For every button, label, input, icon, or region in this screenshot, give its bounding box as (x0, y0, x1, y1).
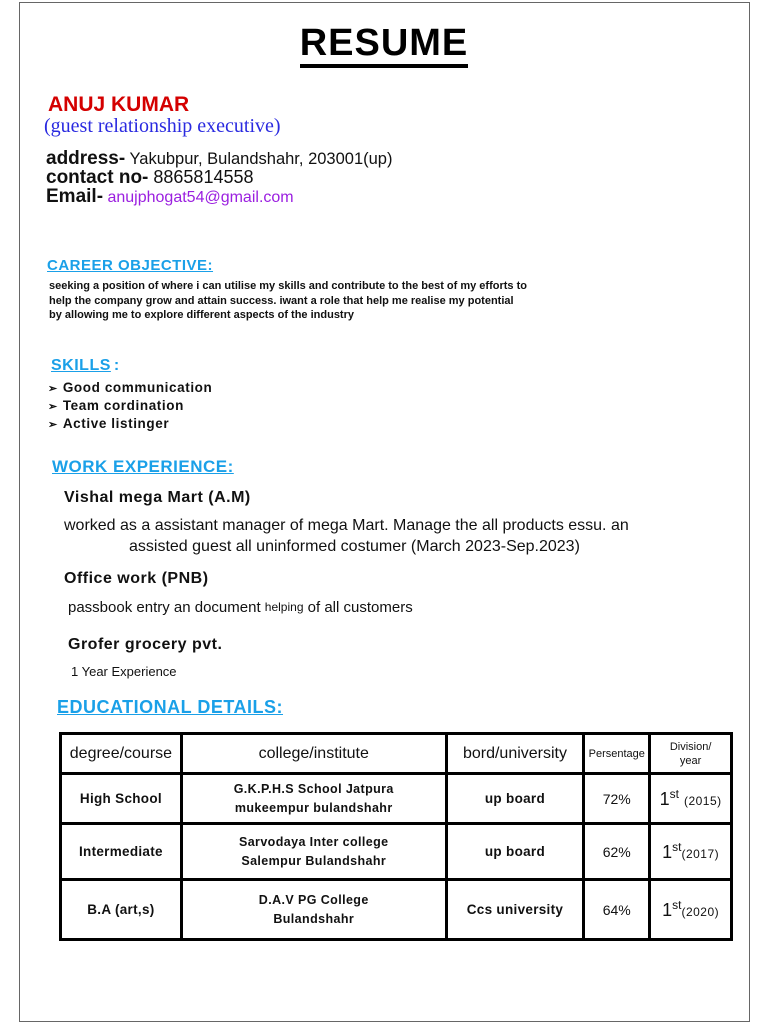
career-line: help the company grow and attain success. iwant a role that help me realise my potential (49, 294, 514, 307)
resume-title: RESUME (0, 22, 768, 65)
career-line: seeking a position of where i can utilise my skills and contribute to the best of my efforts to (49, 280, 527, 292)
percentage-cell: 72% (584, 774, 650, 824)
arrow-icon: ➢ (48, 419, 58, 431)
skill-item: ➢ Team cordination (48, 398, 184, 413)
job-title: Office work (PNB) (64, 570, 209, 587)
table-header-row (61, 734, 732, 774)
table-row (61, 880, 732, 940)
candidate-name: ANUJ KUMAR (48, 93, 190, 116)
degree-cell: Intermediate (61, 824, 182, 880)
division-cell: 1st (2015) (650, 774, 732, 824)
skills-heading-colon: : (113, 357, 120, 374)
header-board: bord/university (446, 734, 584, 774)
skills-heading-label: SKILLS (51, 357, 111, 374)
educational-details-heading: EDUCATIONAL DETAILS: (57, 697, 283, 717)
candidate-role: (guest relationship executive) (44, 115, 281, 137)
skills-heading (51, 357, 119, 375)
job-description: worked as a assistant manager of mega Mart. Manage the all products essu. an (64, 517, 629, 534)
board-cell: up board (446, 774, 584, 824)
degree-cell: B.A (art,s) (61, 880, 182, 940)
address-value: Yakubpur, Bulandshahr, 203001(up) (125, 150, 393, 168)
job-description: assisted guest all uninformed costumer (March 2023-Sep.2023) (129, 538, 580, 555)
table-row (61, 774, 732, 824)
arrow-icon: ➢ (48, 383, 58, 395)
table-row (61, 824, 732, 880)
skill-item: ➢ Good communication (48, 380, 213, 395)
skill-item: ➢ Active listinger (48, 416, 170, 431)
degree-cell: High School (61, 774, 182, 824)
header-percentage: Persentage (584, 734, 650, 774)
header-division: Division/ year (650, 734, 732, 774)
job-title: Grofer grocery pvt. (68, 636, 223, 653)
career-line: by allowing me to explore different aspects of the industry (49, 309, 354, 321)
career-objective-text (49, 279, 749, 323)
percentage-cell: 64% (584, 880, 650, 940)
career-objective-heading: CAREER OBJECTIVE: (47, 257, 214, 274)
board-cell: up board (446, 824, 584, 880)
college-cell: G.K.P.H.S School Jatpura mukeempur bulandshahr (181, 774, 446, 824)
address-label: address- (46, 148, 126, 169)
phone-value: 8865814558 (148, 167, 254, 187)
education-table (59, 732, 733, 941)
job-description: passbook entry an document helping of all customers (68, 599, 413, 616)
phone-label: contact no- (46, 167, 149, 188)
header-degree: degree/course (61, 734, 182, 774)
header-college: college/institute (181, 734, 446, 774)
arrow-icon: ➢ (48, 401, 58, 413)
email-line (46, 186, 294, 208)
percentage-cell: 62% (584, 824, 650, 880)
job-description: 1 Year Experience (71, 664, 177, 679)
email-label: Email- (46, 186, 104, 207)
college-cell: D.A.V PG College Bulandshahr (181, 880, 446, 940)
division-cell: 1st(2020) (650, 880, 732, 940)
email-value[interactable]: anujphogat54@gmail.com (103, 189, 294, 206)
division-cell: 1st(2017) (650, 824, 732, 880)
board-cell: Ccs university (446, 880, 584, 940)
job-title: Vishal mega Mart (A.M) (64, 489, 251, 506)
college-cell: Sarvodaya Inter college Salempur Bulandshahr (181, 824, 446, 880)
work-experience-heading: WORK EXPERIENCE: (52, 457, 234, 476)
